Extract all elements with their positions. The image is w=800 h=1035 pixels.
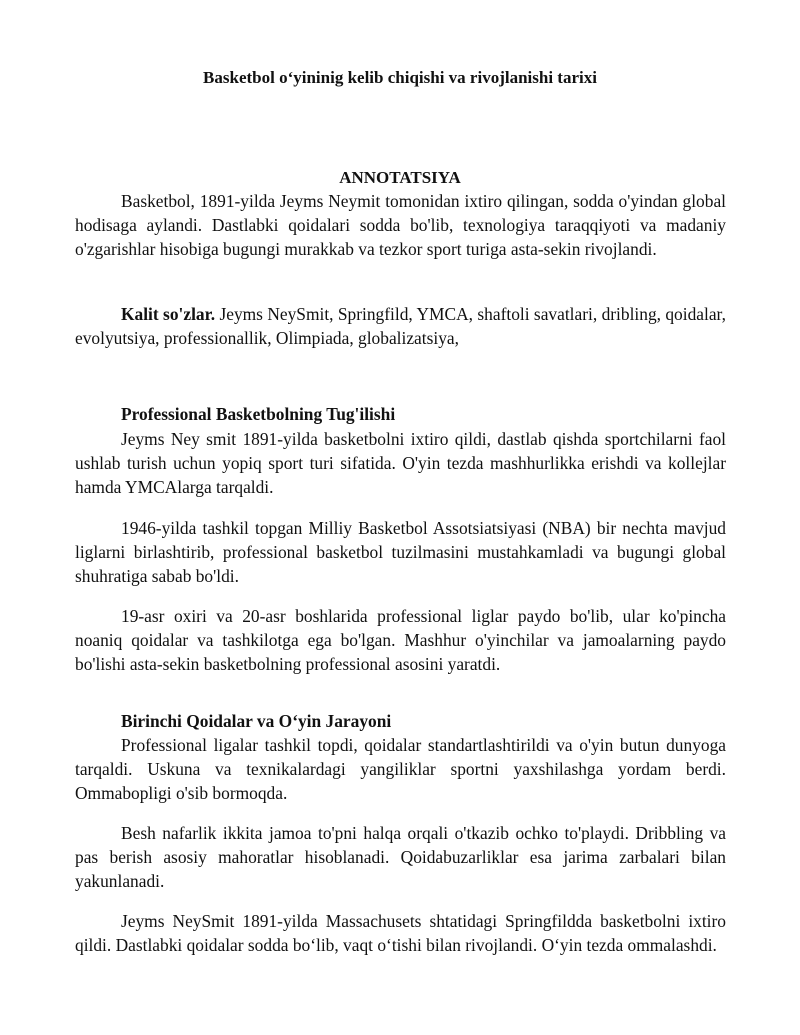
document-title: Basketbol o‘yininig kelib chiqishi va rivojlanishi tarixi <box>203 68 597 87</box>
keywords-label: Kalit so'zlar. <box>121 304 216 324</box>
section-paragraph: Besh nafarlik ikkita jamoa to'pni halqa orqali o'tkazib ochko to'playdi. Dribbling va pas berish asosiy mahoratlar hisoblanadi. Qoidabuzarliklar esa jarima zarbalari bilan yakunlanadi. <box>75 823 726 892</box>
section-paragraph: Jeyms NeySmit 1891-yilda Massachusets shtatidagi Springfildda basketbolni ixtiro qildi. Dastlabki qoidalar sodda bo‘lib, vaqt o‘tishi bilan rivojlandi. O‘yin tezda ommalashdi. <box>75 911 726 956</box>
keywords-list: Jeyms NeySmit, Springfild, YMCA, shaftoli savatlari, dribling, qoidalar, evolyutsiya, professionallik, Olimpiada, globalizatsiya, <box>75 304 726 349</box>
section-paragraph: 19-asr oxiri va 20-asr boshlarida professional liglar paydo bo'lib, ular ko'pincha noaniq qoidalar va tashkilotga ega bo'lgan. Mashhur o'yinchilar va jamoalarning paydo bo'lishi asta-sekin basketbolning professional asosini yaratdi. <box>75 606 726 675</box>
keywords-paragraph <box>75 302 726 350</box>
section-paragraph: Professional ligalar tashkil topdi, qoidalar standartlashtirildi va o'yin butun dunyoga tarqaldi. Uskuna va texnikalardagi yangiliklar sportni yaxshilashga yordam berdi. Ommabopligi o'sib bormoqda. <box>75 735 726 804</box>
section-heading: Birinchi Qoidalar va O‘yin Jarayoni <box>121 711 392 731</box>
abstract-paragraph: Basketbol, 1891-yilda Jeyms Neymit tomonidan ixtiro qilingan, sodda o'yindan global hodisaga aylandi. Dastlabki qoidalari sodda bo'lib, texnologiya taraqqiyoti va madaniy o'zgarishlar hisobiga bugungi murakkab va tezkor sport turiga asta-sekin rivojlandi. <box>75 191 726 260</box>
section-paragraph: Jeyms Ney smit 1891-yilda basketbolni ixtiro qildi, dastlab qishda sportchilarni faol ushlab turish uchun yopiq sport turi sifatida. O'yin tezda mashhurlikka erishdi va kollejlar hamda YMCAlarga tarqaldi. <box>75 429 726 498</box>
section-heading: Professional Basketbolning Tug'ilishi <box>121 404 396 424</box>
abstract-heading: ANNOTATSIYA <box>339 168 461 187</box>
section-paragraph: 1946-yilda tashkil topgan Milliy Basketbol Assotsiatsiyasi (NBA) bir nechta mavjud liglarni birlashtirib, professional basketbol tuzilmasini mustahkamladi va bugungi global shuhratiga sabab bo'ldi. <box>75 518 726 587</box>
